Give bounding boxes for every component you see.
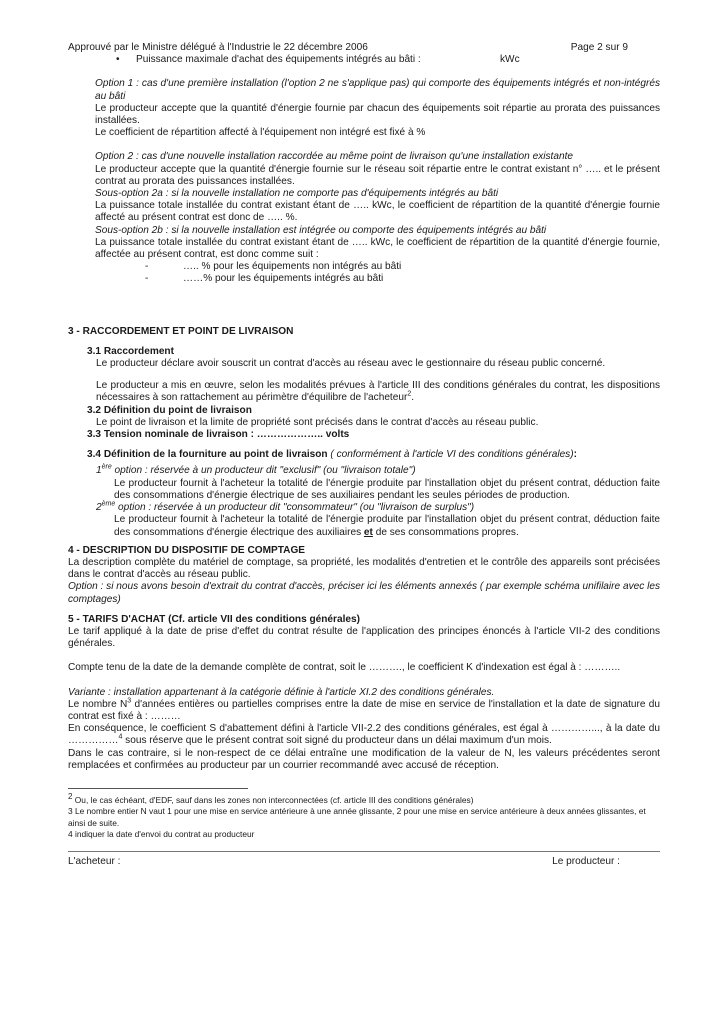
footnote-2 bbox=[68, 792, 660, 807]
delivery-option-1-text: Le producteur fournit à l'acheteur la totalité de l'énergie produite par l'installation objet du présent contrat, déduction faite des consommations d'énergie électrique de ses auxiliaires pendant les seules périodes de production. bbox=[114, 477, 660, 501]
delivery-option-2-title bbox=[96, 502, 660, 514]
page-footer bbox=[68, 856, 660, 868]
section-3-1-paragraph-2 bbox=[96, 380, 660, 404]
option-1-paragraph: Le producteur accepte que la quantité d'énergie fournie par chacun des équipements soit répartie au prorata des puissances installées. bbox=[95, 102, 660, 127]
footnote-2-number: 2 bbox=[68, 792, 73, 802]
section-4-title: 4 - DESCRIPTION DU DISPOSITIF DE COMPTAGE bbox=[68, 544, 306, 556]
sub-option-2b-paragraph: La puissance totale installée du contrat existant étant de ….. kWc, le coefficient de répartition de la quantité d'énergie fournie, affectée au présent contrat, est donc comme suit : bbox=[95, 236, 660, 261]
section-3-4 bbox=[87, 449, 660, 538]
section-3-2-title: 3.2 Définition du point de livraison bbox=[87, 404, 252, 416]
option-1-label: option : réservée à un producteur dit "exclusif" (ou "livraison totale") bbox=[111, 465, 416, 477]
footnote-ref-4: 4 bbox=[118, 733, 123, 741]
bullet-label: Puissance maximale d'achat des équipements intégrés au bâti : bbox=[136, 54, 421, 66]
section-3-1-paragraph-1: Le producteur déclare avoir souscrit un contrat d'accès au réseau avec le gestionnaire du réseau public concerné. bbox=[96, 358, 606, 370]
option-2-title: Option 2 : cas d'une nouvelle installation raccordée au même point de livraison qu'une installation existante bbox=[95, 151, 573, 163]
colon: : bbox=[573, 449, 577, 461]
delivery-option-2-text-a: Le producteur fournit à l'acheteur la totalité de l'énergie produite par l'installation objet du présent contrat, déduction faite des consommations d'énergie électrique des auxiliaires bbox=[114, 514, 660, 538]
footnote-2-text: Ou, le cas échéant, d'EDF, sauf dans les zones non interconnectées (cf. article III des conditions générales) bbox=[72, 794, 474, 805]
section-5-paragraph-1: Le tarif appliqué à la date de prise d'effet du contrat résulte de l'application des principes énoncés à l'article VII-2 des conditions générales. bbox=[68, 625, 660, 650]
footnote-separator bbox=[68, 788, 248, 789]
option-1-number: 1 bbox=[96, 465, 102, 477]
dash-mark: - bbox=[145, 261, 149, 273]
delivery-option-2-text bbox=[114, 514, 660, 538]
footnote-ref-3: 3 bbox=[127, 697, 132, 705]
option-2-paragraph: Le producteur accepte que la quantité d'énergie fournie sur le réseau soit répartie entre le contrat existant n° ….. et le présent contrat au prorata des puissances installées. bbox=[95, 163, 660, 187]
dash-item-text: ……% pour les équipements intégrés au bâti bbox=[183, 273, 384, 285]
section-3-title: 3 - RACCORDEMENT ET POINT DE LIVRAISON bbox=[68, 325, 294, 337]
section-3-4-title bbox=[87, 449, 660, 461]
section-3-1-title: 3.1 Raccordement bbox=[87, 345, 174, 357]
footnotes bbox=[68, 792, 660, 841]
section-3-3-title: 3.3 Tension nominale de livraison : ……………….. volts bbox=[87, 429, 350, 441]
paragraph-3-rest: d'années entières ou partielles comprises entre la date de mise en service de l'installation et la date de signature du contrat est fixé à : ……… bbox=[68, 698, 660, 722]
bullet-icon: • bbox=[116, 54, 120, 66]
period: . bbox=[411, 392, 415, 404]
footnote-3: 3 Le nombre entier N vaut 1 pour une mise en service antérieure à une année glissante, 2 pour une mise en service antérieure à deux années glissantes, et ainsi de suite. bbox=[68, 806, 646, 828]
footnote-ref-2: 2 bbox=[407, 391, 412, 399]
option-1-title: Option 1 : cas d'une première installation (l'option 2 ne s'applique pas) qui comporte des équipements intégrés et non-intégrés au bâti bbox=[95, 78, 660, 102]
header-approval-text: Approuvé par le Ministre délégué à l'Industrie le 22 décembre 2006 bbox=[68, 42, 368, 53]
sub-option-2a-title: Sous-option 2a : si la nouvelle installation ne comporte pas d'équipements intégrés au bâti bbox=[95, 188, 499, 200]
option-2-number: 2 bbox=[96, 502, 102, 514]
section-5-variant: Variante : installation appartenant à la catégorie définie à l'article XI.2 des conditions générales. bbox=[68, 686, 495, 698]
footer-separator bbox=[68, 851, 660, 852]
section-4-paragraph: La description complète du matériel de comptage, sa propriété, les modalités d'entretien et le contrôle des appareils sont précisées dans le contrat d'accès au réseau public. bbox=[68, 556, 660, 581]
producer-signature-label: Le producteur : bbox=[552, 855, 620, 867]
option-2-ordinal: ème bbox=[101, 500, 116, 508]
section-5-title: 5 - TARIFS D'ACHAT (Cf. article VII des conditions générales) bbox=[68, 613, 360, 625]
section-3-2-paragraph: Le point de livraison et la limite de propriété sont précisés dans le contrat d'accès au réseau public. bbox=[96, 416, 539, 428]
section-5-paragraph-3 bbox=[68, 699, 660, 723]
page-number: Page 2 sur 9 bbox=[570, 42, 628, 53]
dash-item bbox=[145, 273, 660, 285]
dash-item-text: ….. % pour les équipements non intégrés au bâti bbox=[183, 261, 402, 273]
section-3-2 bbox=[87, 405, 660, 429]
bullet-max-power bbox=[116, 54, 660, 66]
section-5-paragraph-4 bbox=[68, 723, 660, 747]
paragraph-3-start: Le nombre N bbox=[68, 698, 128, 710]
option-1-block bbox=[95, 78, 660, 139]
section-3-4-reference: ( conformément à l'article VI des conditions générales) bbox=[327, 449, 574, 461]
buyer-signature-label: L'acheteur : bbox=[68, 855, 121, 867]
paragraph-4-start: En conséquence, le coefficient S d'abattement défini à l'article VII-2.2 des conditions générales, est égal à …………..., à la date du …………… bbox=[68, 723, 660, 747]
page-header bbox=[68, 42, 660, 54]
dash-item bbox=[145, 261, 660, 273]
delivery-option-2-text-b: de ses consommations propres. bbox=[372, 526, 519, 538]
sub-option-2a-paragraph: La puissance totale installée du contrat existant étant de ….. kWc, le coefficient de répartition de la quantité d'énergie fournie affecté au présent contrat est donc de ….. %. bbox=[95, 200, 660, 224]
section-3-3 bbox=[87, 429, 660, 441]
section-3-1 bbox=[87, 346, 660, 405]
footnote-4: 4 indiquer la date d'envoi du contrat au producteur bbox=[68, 829, 255, 840]
sub-option-2b-title: Sous-option 2b : si la nouvelle installation est intégrée ou comporte des équipements intégrés au bâti bbox=[95, 224, 547, 236]
option-2-label: option : réservée à un producteur dit "consommateur" (ou "livraison de surplus") bbox=[115, 502, 475, 514]
section-5-paragraph-5: Dans le cas contraire, si le non-respect de ce délai entraîne une modification de la valeur de N, les valeurs précédentes seront remplacées et confirmées au producteur par un courrier recommandé avec accusé de réception. bbox=[68, 747, 660, 771]
emphasis-et: et bbox=[363, 526, 373, 538]
delivery-option-1-title bbox=[96, 465, 660, 477]
option-2-block bbox=[95, 151, 660, 285]
option-1-coefficient: Le coefficient de répartition affecté à l'équipement non intégré est fixé à % bbox=[95, 127, 426, 139]
paragraph-4-rest: sous réserve que le présent contrat soit signé du producteur dans un délai maximum d'un mois. bbox=[122, 735, 552, 747]
section-5-paragraph-2: Compte tenu de la date de la demande complète de contrat, soit le ………., le coefficient K d'indexation est égal à : ……….. bbox=[68, 662, 621, 674]
section-3-1-paragraph-2-text: Le producteur a mis en œuvre, selon les modalités prévues à l'article III des conditions générales du contrat, les dispositions nécessaires à son rattachement au périmètre d'équilibre de l'acheteur bbox=[96, 380, 660, 404]
section-3-4-title-text: 3.4 Définition de la fourniture au point de livraison bbox=[87, 449, 328, 461]
bullet-unit: kWc bbox=[500, 54, 520, 66]
option-1-ordinal: ère bbox=[101, 464, 112, 472]
section-4-option: Option : si nous avons besoin d'extrait du contrat d'accès, préciser ici les éléments annexés ( par exemple schéma unifilaire avec les comptages) bbox=[68, 581, 660, 605]
dash-mark: - bbox=[145, 273, 149, 285]
document-page bbox=[68, 42, 660, 868]
